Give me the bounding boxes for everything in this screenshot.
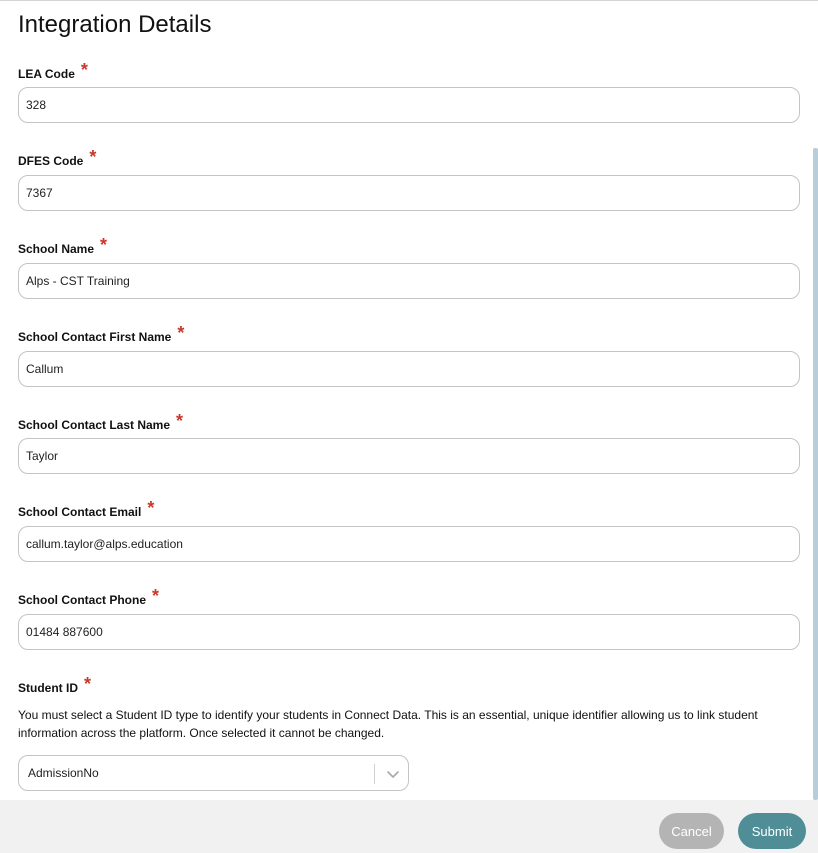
required-asterisk: *: [147, 498, 155, 518]
required-asterisk: *: [176, 411, 184, 431]
lea-code-input[interactable]: [18, 87, 800, 123]
top-divider: [0, 0, 818, 1]
required-asterisk: *: [84, 674, 92, 694]
page-title: Integration Details: [18, 11, 212, 38]
scrollbar[interactable]: [813, 148, 818, 800]
required-asterisk: *: [100, 235, 108, 255]
required-asterisk: *: [177, 323, 185, 343]
required-asterisk: *: [80, 60, 88, 80]
contact-last-name-label: School Contact Last Name *: [18, 411, 184, 432]
student-id-select[interactable]: [18, 755, 409, 791]
cancel-button[interactable]: Cancel: [659, 813, 724, 849]
student-id-selected-value: AdmissionNo: [28, 766, 99, 780]
dfes-code-input[interactable]: [18, 175, 800, 211]
select-separator: [374, 764, 375, 784]
contact-last-name-input[interactable]: [18, 438, 800, 474]
submit-button[interactable]: Submit: [738, 813, 806, 849]
contact-phone-input[interactable]: [18, 614, 800, 650]
school-name-input[interactable]: [18, 263, 800, 299]
lea-code-label: LEA Code *: [18, 60, 88, 81]
student-id-label: Student ID *: [18, 674, 92, 695]
chevron-down-icon[interactable]: [384, 765, 402, 783]
school-name-label: School Name *: [18, 235, 108, 256]
form-footer: [0, 800, 818, 853]
required-asterisk: *: [89, 147, 97, 167]
contact-phone-label: School Contact Phone *: [18, 586, 160, 607]
contact-first-name-label: School Contact First Name *: [18, 323, 185, 344]
contact-email-label: School Contact Email *: [18, 498, 155, 519]
contact-first-name-input[interactable]: [18, 351, 800, 387]
dfes-code-label: DFES Code *: [18, 147, 97, 168]
student-id-help-text: You must select a Student ID type to identify your students in Connect Data. This is an essential, unique identifier allowing us to link student information across the platform. Once selected it cannot be changed.: [18, 708, 758, 740]
contact-email-input[interactable]: [18, 526, 800, 562]
required-asterisk: *: [152, 586, 160, 606]
